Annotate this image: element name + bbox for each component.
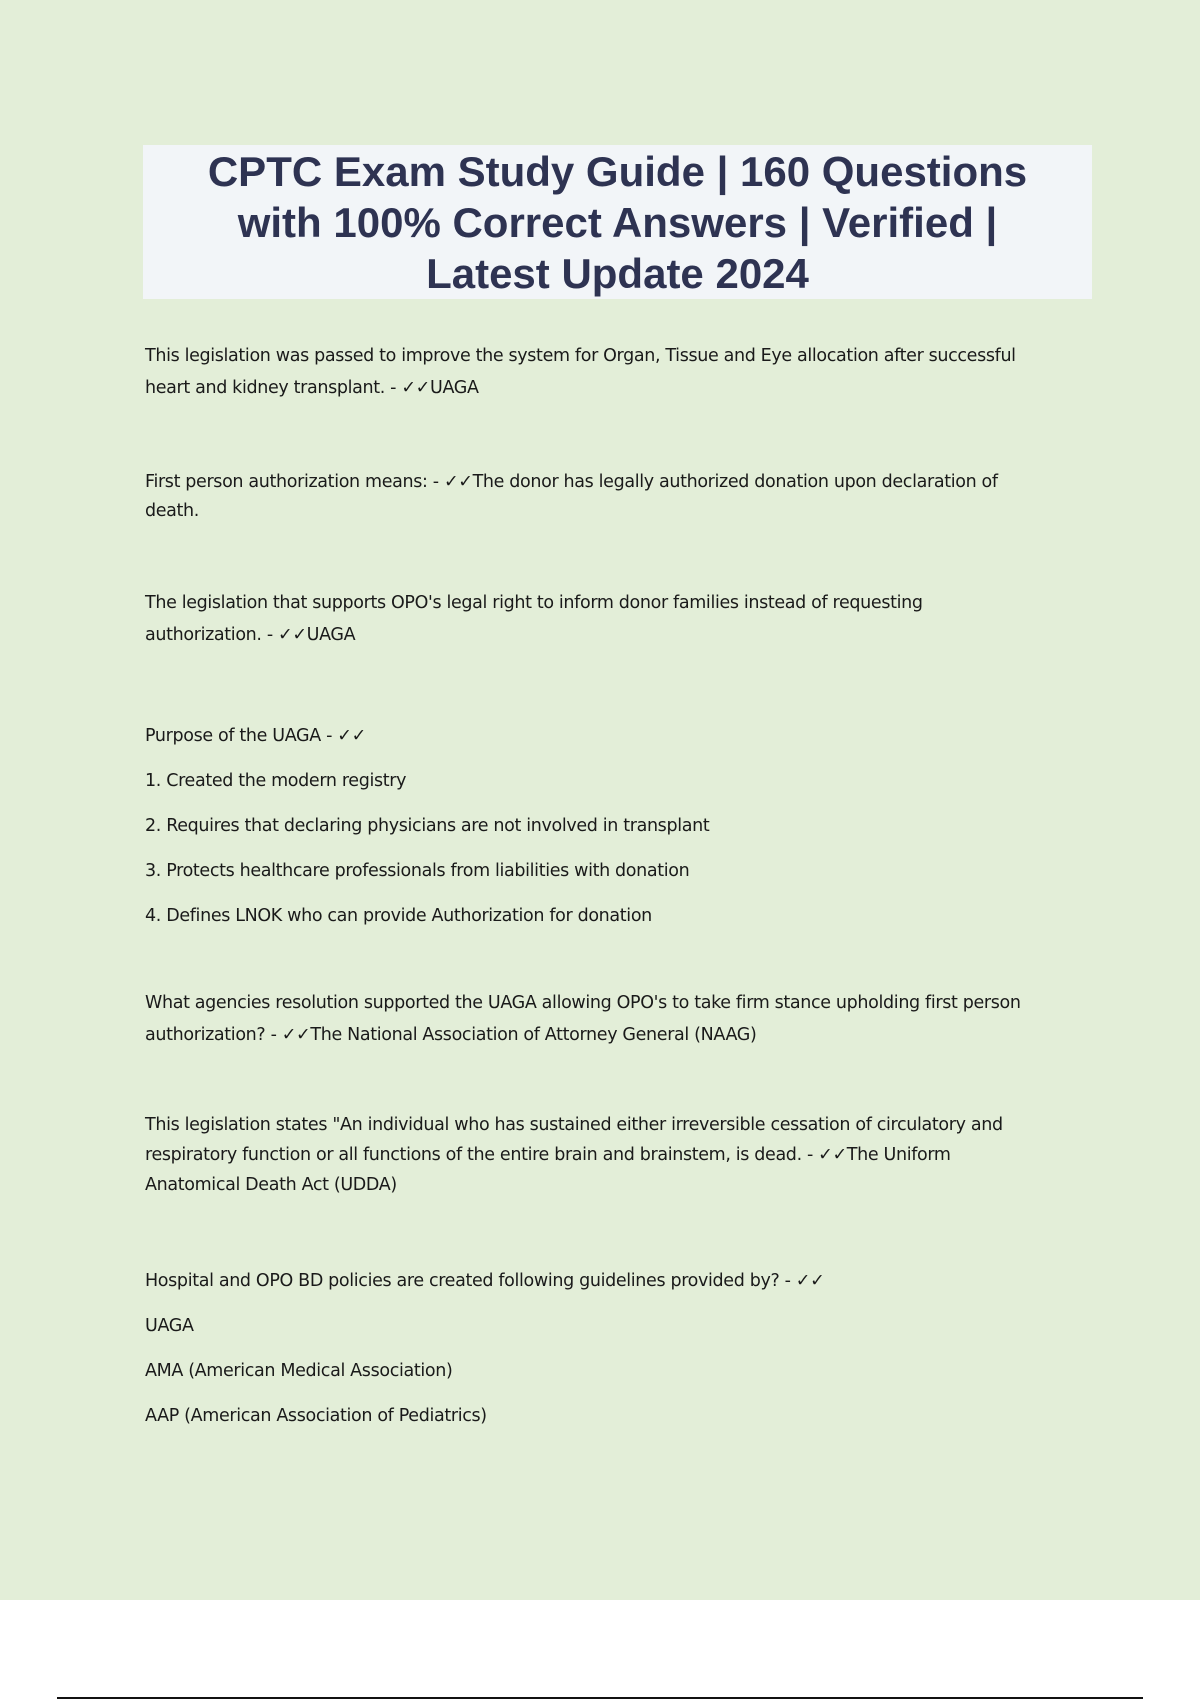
question-block [145, 987, 1085, 1051]
list-item: AAP (American Association of Pediatrics) [145, 1406, 487, 1426]
question-text: Purpose of the UAGA - ✓✓ [145, 726, 366, 746]
title-line: with 100% Correct Answers | Verified | [237, 198, 998, 246]
question-text: This legislation states "An individual who has sustained either irreversible cessation of circulatory and [145, 1115, 1003, 1135]
question-text: Anatomical Death Act (UDDA) [145, 1175, 397, 1195]
question-block [145, 714, 1085, 939]
question-text: authorization. - ✓✓UAGA [145, 625, 356, 645]
title-line: Latest Update 2024 [426, 249, 809, 297]
list-item: AMA (American Medical Association) [145, 1361, 453, 1381]
question-block [145, 340, 1085, 404]
question-block [145, 1259, 1085, 1439]
document-title [168, 146, 1068, 299]
list-item: UAGA [145, 1316, 194, 1336]
list-item: 1. Created the modern registry [145, 771, 407, 791]
question-text: This legislation was passed to improve the system for Organ, Tissue and Eye allocation after successful [145, 346, 1016, 366]
question-text: What agencies resolution supported the UAGA allowing OPO's to take firm stance upholding first person [145, 993, 1021, 1013]
list-item: 2. Requires that declaring physicians are not involved in transplant [145, 816, 710, 836]
question-text: Hospital and OPO BD policies are created following guidelines provided by? - ✓✓ [145, 1271, 825, 1291]
list-item: 4. Defines LNOK who can provide Authorization for donation [145, 906, 652, 926]
question-block [145, 587, 1085, 651]
title-banner [143, 145, 1092, 299]
question-text: First person authorization means: - ✓✓The donor has legally authorized donation upon declaration of [145, 472, 998, 492]
title-line: CPTC Exam Study Guide | 160 Questions [207, 147, 1028, 195]
question-text: death. [145, 501, 200, 521]
question-block [145, 1110, 1085, 1200]
list-item: 3. Protects healthcare professionals from liabilities with donation [145, 861, 690, 881]
footer-rule [57, 1697, 1143, 1699]
question-text: respiratory function or all functions of the entire brain and brainstem, is dead. - ✓✓The Uniform [145, 1145, 951, 1165]
question-text: authorization? - ✓✓The National Association of Attorney General (NAAG) [145, 1025, 757, 1045]
question-text: heart and kidney transplant. - ✓✓UAGA [145, 378, 479, 398]
question-text: The legislation that supports OPO's legal right to inform donor families instead of requesting [145, 593, 923, 613]
question-block [145, 468, 1085, 526]
